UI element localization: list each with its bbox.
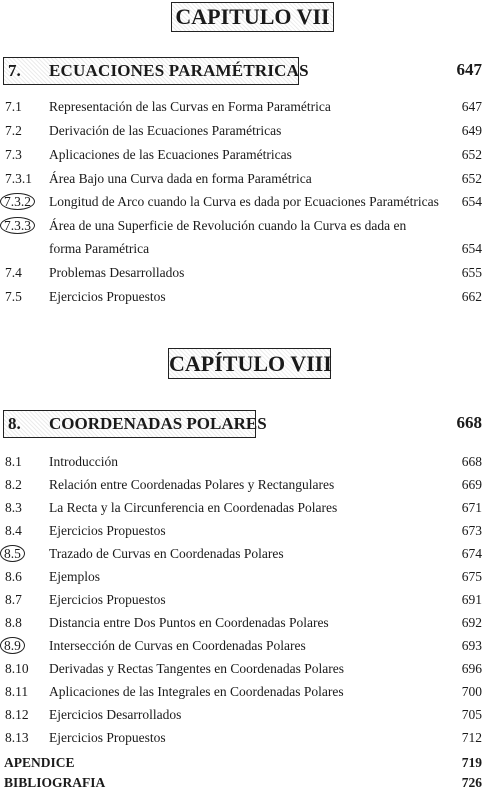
entry-title: Relación entre Coordenadas Polares y Rectangulares xyxy=(49,477,335,492)
toc-entry xyxy=(0,658,487,680)
entry-number: 8.7 xyxy=(5,592,22,607)
entry-page: 662 xyxy=(461,289,482,304)
entry-page: 700 xyxy=(461,684,482,699)
entry-page: 691 xyxy=(461,592,482,607)
toc-entry xyxy=(0,520,487,542)
toc-entry xyxy=(0,543,487,565)
entry-page: 669 xyxy=(461,477,482,492)
toc-entry xyxy=(0,635,487,657)
entry-title: Derivación de las Ecuaciones Paramétricas xyxy=(49,123,282,138)
entry-page: 671 xyxy=(461,500,482,515)
entry-number: 8.9 xyxy=(0,637,25,654)
entry-page: 649 xyxy=(461,123,482,138)
toc-entry xyxy=(0,144,487,166)
entry-number: 8.2 xyxy=(5,477,22,492)
entry-number: 7.3.2 xyxy=(0,193,35,210)
entry-title: Aplicaciones de las Integrales en Coordenadas Polares xyxy=(49,684,344,699)
entry-title-continuation: forma Paramétrica xyxy=(49,241,150,256)
entry-page: 655 xyxy=(461,265,482,280)
entry-title: La Recta y la Circunferencia en Coordenadas Polares xyxy=(49,500,338,515)
entry-title: Ejercicios Propuestos xyxy=(49,730,166,745)
toc-entry xyxy=(0,215,487,237)
entry-title: Aplicaciones de las Ecuaciones Paramétricas xyxy=(49,147,292,162)
entry-number: 8.1 xyxy=(5,454,22,469)
entry-number: 8.6 xyxy=(5,569,22,584)
entry-page: 692 xyxy=(461,615,482,630)
entry-number: 7.2 xyxy=(5,123,22,138)
entry-page: 654 xyxy=(461,241,482,256)
entry-page: 705 xyxy=(461,707,482,722)
entry-page: 675 xyxy=(461,569,482,584)
entry-title: Ejercicios Desarrollados xyxy=(49,707,182,722)
toc-entry xyxy=(0,612,487,634)
toc-entry xyxy=(0,681,487,703)
entry-title: Ejercicios Propuestos xyxy=(49,289,166,304)
entry-page: 652 xyxy=(461,171,482,186)
entry-page: 673 xyxy=(461,523,482,538)
toc-entry xyxy=(0,497,487,519)
toc-entry xyxy=(0,566,487,588)
entry-number: 7.1 xyxy=(5,99,22,114)
back-matter-entry xyxy=(0,773,487,793)
entry-page: 696 xyxy=(461,661,482,676)
entry-title: Representación de las Curvas en Forma Paramétrica xyxy=(49,99,331,114)
entry-number: 8.4 xyxy=(5,523,22,538)
section-page: 668 xyxy=(456,413,482,432)
back-matter-entry xyxy=(0,753,487,773)
section-8-heading xyxy=(3,410,267,438)
entry-number: 8.5 xyxy=(0,545,25,562)
section-title: ECUACIONES PARAMÉTRICAS xyxy=(49,61,309,80)
entry-number: 8.8 xyxy=(5,615,22,630)
entry-number: 7.5 xyxy=(5,289,22,304)
toc-entry-continuation xyxy=(0,238,487,260)
section-7-heading xyxy=(3,57,309,85)
entry-title: Intersección de Curvas en Coordenadas Polares xyxy=(49,638,306,653)
toc-entry xyxy=(0,262,487,284)
entry-number: 7.3 xyxy=(5,147,22,162)
toc-entry xyxy=(0,451,487,473)
entry-title: Ejemplos xyxy=(49,569,100,584)
entry-number: 8.10 xyxy=(5,661,29,676)
toc-entry xyxy=(0,120,487,142)
toc-entry xyxy=(0,286,487,308)
entry-page: 674 xyxy=(461,546,482,561)
entry-number: 8.13 xyxy=(5,730,29,745)
entry-title: Longitud de Arco cuando la Curva es dada por Ecuaciones Paramétricas xyxy=(49,194,439,209)
entry-title: Ejercicios Propuestos xyxy=(49,523,166,538)
toc-entry xyxy=(0,168,487,190)
entry-page: 654 xyxy=(461,194,482,209)
toc-entry xyxy=(0,589,487,611)
entry-page: 668 xyxy=(461,454,482,469)
entry-page: 693 xyxy=(461,638,482,653)
entry-title: Área de una Superficie de Revolución cuando la Curva es dada en xyxy=(49,218,407,233)
entry-number: 7.3.1 xyxy=(5,171,32,186)
entry-title: Trazado de Curvas en Coordenadas Polares xyxy=(49,546,284,561)
section-title: COORDENADAS POLARES xyxy=(49,414,267,433)
entry-number: 7.4 xyxy=(5,265,22,280)
toc-entry xyxy=(0,191,487,213)
entry-title: Derivadas y Rectas Tangentes en Coordenadas Polares xyxy=(49,661,344,676)
entry-number: 8.3 xyxy=(5,500,22,515)
entry-title: Problemas Desarrollados xyxy=(49,265,185,280)
entry-title: Distancia entre Dos Puntos en Coordenadas Polares xyxy=(49,615,329,630)
section-page: 647 xyxy=(456,60,482,79)
entry-page: 647 xyxy=(461,99,482,114)
chapter-8-heading: CAPÍTULO VIII xyxy=(168,348,331,379)
toc-entry xyxy=(0,474,487,496)
toc-entry xyxy=(0,96,487,118)
entry-title: Área Bajo una Curva dada en forma Paramétrica xyxy=(49,171,312,186)
entry-number: 8.11 xyxy=(5,684,29,699)
back-matter-page: 719 xyxy=(461,755,482,770)
entry-page: 652 xyxy=(461,147,482,162)
back-matter-page: 726 xyxy=(461,775,482,790)
entry-title: Ejercicios Propuestos xyxy=(49,592,166,607)
chapter-7-heading: CAPITULO VII xyxy=(171,2,334,32)
section-number: 8. xyxy=(8,414,21,433)
entry-number: 8.12 xyxy=(5,707,29,722)
section-number: 7. xyxy=(8,61,21,80)
back-matter-title: APENDICE xyxy=(4,755,75,770)
entry-page: 712 xyxy=(461,730,482,745)
entry-number: 7.3.3 xyxy=(0,217,35,234)
entry-title: Introducción xyxy=(49,454,118,469)
back-matter-title: BIBLIOGRAFIA xyxy=(4,775,106,790)
toc-entry xyxy=(0,704,487,726)
toc-entry xyxy=(0,727,487,749)
